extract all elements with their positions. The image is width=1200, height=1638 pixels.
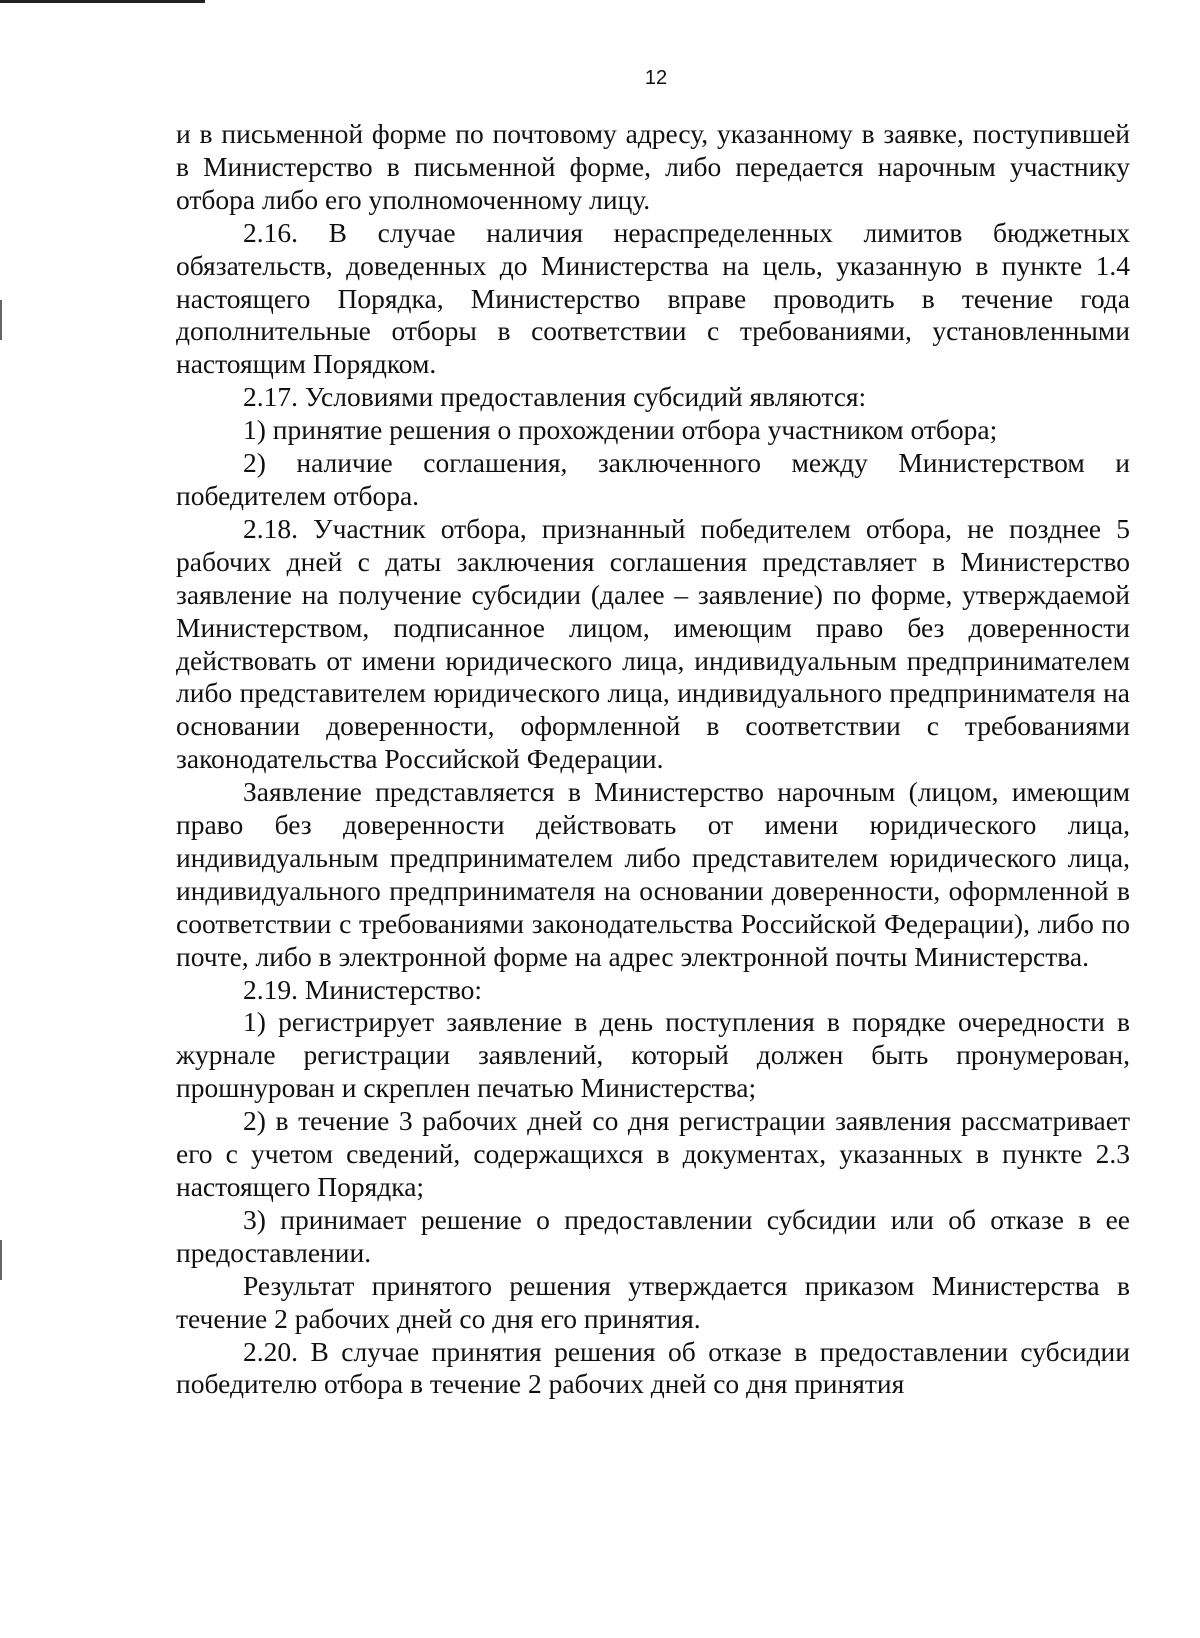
- paragraph-decision-result: Результат принятого решения утверждается приказом Министерства в течение 2 рабочих дней со дня его принятия.: [176, 1269, 1130, 1334]
- paragraph-application-submission: Заявление представляется в Министерство нарочным (лицом, имеющим право без доверенности действовать от имени юридического лица, индивидуальным предпринимателем либо представителем юридического лица, индивидуального предпринимателя на основании доверенности, оформленной в соответствии с требованиями законодательства Российской Федерации), либо по почте, либо в электронной форме на адрес электронной почты Министерства.: [176, 776, 1130, 972]
- scan-edge-mark: [0, 1240, 2, 1280]
- paragraph-2-17: 2.17. Условиями предоставления субсидий являются:: [243, 381, 867, 413]
- paragraph-2-20: 2.20. В случае принятия решения об отказе в предоставлении субсидии победителю отбора в течение 2 рабочих дней со дня принятия: [176, 1335, 1130, 1400]
- paragraph-2-17-item-2: 2) наличие соглашения, заключенного между Министерством и победителем отбора.: [176, 447, 1130, 511]
- page-number: 12: [644, 67, 668, 89]
- scan-edge-mark: [0, 300, 2, 340]
- paragraph-2-16: 2.16. В случае наличия нераспределенных лимитов бюджетных обязательств, доведенных до Министерства на цель, указанную в пункте 1.4 настоящего Порядка, Министерство вправе проводить в течение года дополнительные отборы в соответствии с требованиями, установленными настоящим Порядком.: [176, 216, 1130, 380]
- paragraph-2-19-item-3: 3) принимает решение о предоставлении субсидии или об отказе в ее предоставлении.: [176, 1203, 1130, 1268]
- paragraph-2-17-item-1: 1) принятие решения о прохождении отбора участником отбора;: [243, 414, 998, 446]
- paragraph-2-18: 2.18. Участник отбора, признанный победителем отбора, не позднее 5 рабочих дней с даты заключения соглашения представляет в Министерство заявление на получение субсидии (далее – заявление) по форме, утверждаемой Министерством, подписанное лицом, имеющим право без доверенности действовать от имени юридического лица, индивидуальным предпринимателем либо представителем юридического лица, индивидуального предпринимателя на основании доверенности, оформленной в соответствии с требованиями законодательства Российской Федерации.: [176, 512, 1130, 775]
- paragraph-2-19-item-1: 1) регистрирует заявление в день поступления в порядке очередности в журнале регистрации заявлений, который должен быть пронумерован, прошнурован и скреплен печатью Министерства;: [176, 1006, 1130, 1104]
- top-edge-rule: [0, 0, 205, 3]
- paragraph-2-19-item-2: 2) в течение 3 рабочих дней со дня регистрации заявления рассматривает его с учетом сведений, содержащихся в документах, указанных в пункте 2.3 настоящего Порядка;: [176, 1105, 1130, 1202]
- paragraph-2-19: 2.19. Министерство:: [243, 973, 483, 1005]
- document-body: [176, 118, 1130, 1401]
- paragraph-continuation: и в письменной форме по почтовому адресу, указанному в заявке, поступившей в Министерство в письменной форме, либо передается нарочным участнику отбора либо его уполномоченному лицу.: [176, 118, 1130, 215]
